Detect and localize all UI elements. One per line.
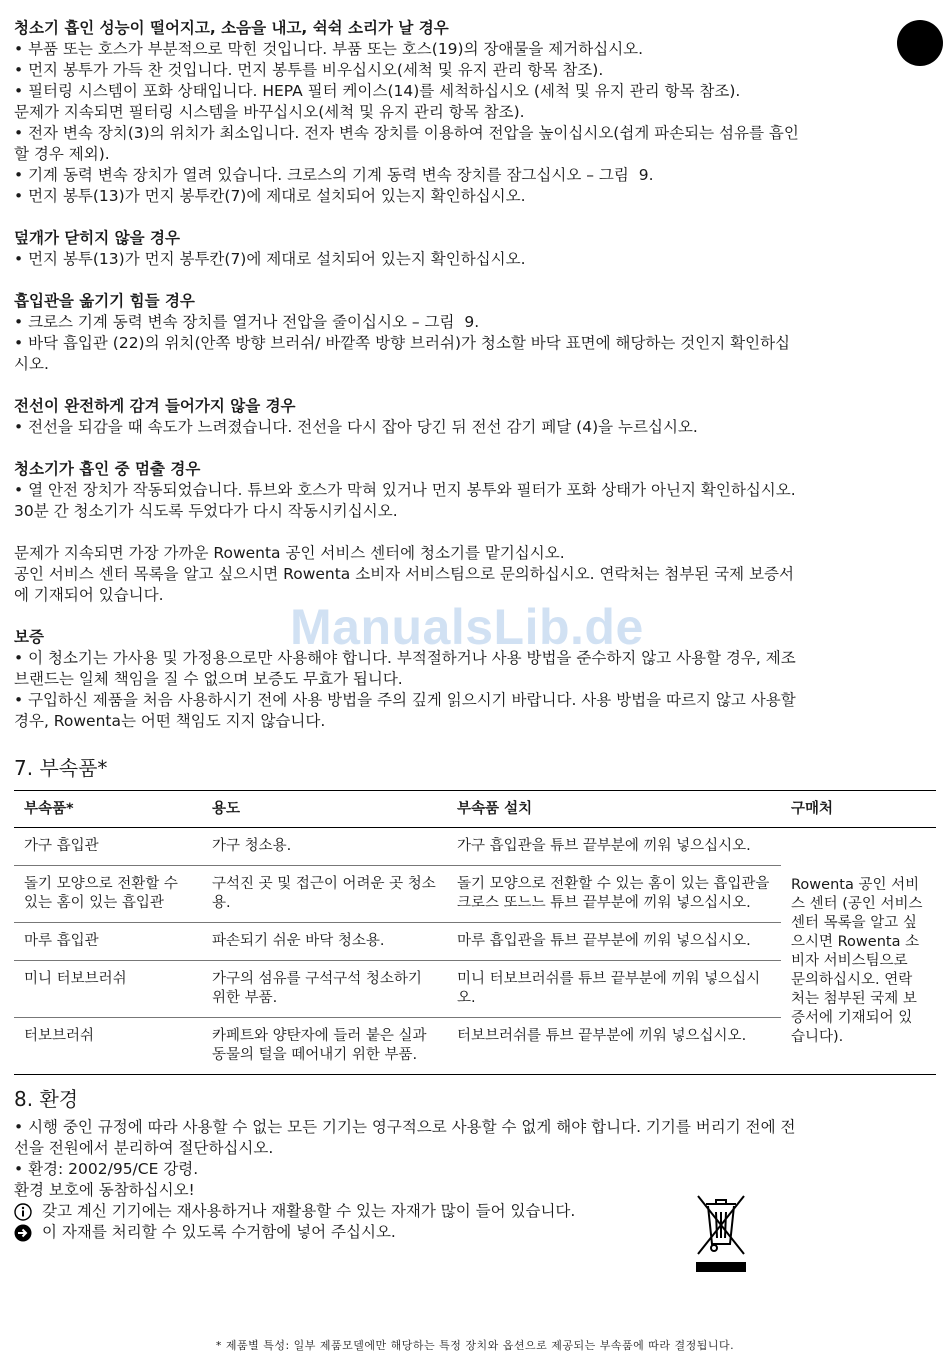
environment-section (14, 1117, 934, 1243)
section-line: 시오. (14, 355, 49, 373)
section-heading: 전선이 완전하게 감겨 들어가지 않을 경우 (14, 397, 296, 415)
service-line: 문제가 지속되면 가장 가까운 Rowenta 공인 서비스 센터에 청소기를 맡기십시오. (14, 544, 565, 562)
section-heading: 청소기가 흡인 중 멈출 경우 (14, 460, 201, 478)
accessory-install: 미니 터보브러쉬를 튜브 끝부분에 끼워 넣으십시오. (447, 961, 781, 1018)
purchase-location: Rowenta 공인 서비스 센터 (공인 서비스 센터 목록을 알고 싶으시면 Rowenta 소비자 서비스팀으로 문의하십시오. 연락처는 첨부된 국제 보증서에 기재되어 있습니다). (781, 828, 936, 1075)
col-header-use: 용도 (202, 791, 447, 828)
info-icon (14, 1203, 32, 1221)
accessory-use: 파손되기 쉬운 바닥 청소용. (202, 923, 447, 961)
accessory-install: 마루 흡입관을 튜브 끝부분에 끼워 넣으십시오. (447, 923, 781, 961)
accessories-title: 7. 부속품* (14, 756, 108, 780)
table-header-row (14, 791, 936, 828)
section-line: • 전선을 되감을 때 속도가 느려졌습니다. 전선을 다시 잡아 당긴 뒤 전선 감기 페달 (4)을 누르십시오. (14, 418, 698, 436)
service-info (14, 543, 934, 606)
crossed-bin-icon (692, 1190, 750, 1274)
service-line: 에 기재되어 있습니다. (14, 586, 164, 604)
section-line: 할 경우 제외). (14, 145, 110, 163)
accessory-install: 돌기 모양으로 전환할 수 있는 홈이 있는 흡입관을 크로스 또느느 튜브 끝부분에 끼워 넣으십시오. (447, 866, 781, 923)
section-line: • 필터링 시스템이 포화 상태입니다. HEPA 필터 케이스(14)를 세척하십시오 (세척 및 유지 관리 항목 참조). (14, 82, 741, 100)
accessory-use: 구석진 곳 및 접근이 어려운 곳 청소용. (202, 866, 447, 923)
section-line: • 먼지 봉투가 가득 찬 것입니다. 먼지 봉투를 비우십시오(세척 및 유지 관리 항목 참조). (14, 61, 604, 79)
accessories-table (14, 790, 936, 1075)
section-line: • 기계 동력 변속 장치가 열려 있습니다. 크로스의 기계 동력 변속 장치를 잠그십시오 – 그림 9. (14, 166, 654, 184)
section-heading: 청소기 흡인 성능이 떨어지고, 소음을 내고, 쉭쉭 소리가 날 경우 (14, 19, 449, 37)
environment-line: • 시행 중인 규정에 따라 사용할 수 없는 모든 기기는 영구적으로 사용할 수 없게 해야 합니다. 기기를 버리기 전에 전 (14, 1118, 796, 1136)
environment-info-line (14, 1201, 934, 1222)
accessory-name: 돌기 모양으로 전환할 수 있는 홈이 있는 흡입관 (14, 866, 202, 923)
accessory-use: 카페트와 양탄자에 들러 붙은 실과 동물의 털을 떼어내기 위한 부품. (202, 1018, 447, 1075)
warranty-line: • 이 청소기는 가사용 및 가정용으로만 사용해야 합니다. 부적절하거나 사용 방법을 준수하지 않고 사용할 경우, 제조 (14, 649, 796, 667)
col-header-purchase: 구매처 (781, 791, 936, 828)
watermark: ManualsLib.de (290, 599, 644, 655)
section-line: • 먼지 봉투(13)가 먼지 봉투칸(7)에 제대로 설치되어 있는지 확인하십시오. (14, 187, 526, 205)
section-heading: 덮개가 닫히지 않을 경우 (14, 229, 180, 247)
section-line: 30분 간 청소기가 식도록 두었다가 다시 작동시키십시오. (14, 502, 398, 520)
accessory-use: 가구 청소용. (202, 828, 447, 866)
accessory-name: 마루 흡입관 (14, 923, 202, 961)
section-line: • 크로스 기계 동력 변속 장치를 열거나 전압을 줄이십시오 – 그림 9. (14, 313, 480, 331)
section-line: • 열 안전 장치가 작동되었습니다. 튜브와 호스가 막혀 있거나 먼지 봉투와 필터가 포화 상태가 아닌지 확인하십시오. (14, 481, 796, 499)
environment-title: 8. 환경 (14, 1087, 79, 1111)
section-line: • 부품 또는 호스가 부분적으로 막힌 것입니다. 부품 또는 호스(19)의 장애물을 제거하십시오. (14, 40, 644, 58)
accessory-install: 가구 흡입관을 튜브 끝부분에 끼워 넣으십시오. (447, 828, 781, 866)
service-line: 공인 서비스 센터 목록을 알고 싶으시면 Rowenta 소비자 서비스팀으로 문의하십시오. 연락처는 첨부된 국제 보증서 (14, 565, 794, 583)
warranty-line: 브랜드는 일체 책임을 질 수 없으며 보증도 무효가 됩니다. (14, 670, 403, 688)
environment-line: 선을 전원에서 분리하여 절단하십시오. (14, 1139, 274, 1157)
arrow-right-icon (14, 1224, 32, 1242)
accessory-use: 가구의 섬유를 구석구석 청소하기 위한 부품. (202, 961, 447, 1018)
troubleshooting-section (14, 18, 934, 543)
environment-line: • 환경: 2002/95/CE 강령. (14, 1160, 199, 1178)
section-line: 문제가 지속되면 필터링 시스템을 바꾸십시오(세척 및 유지 관리 항목 참조). (14, 103, 525, 121)
warranty-heading: 보증 (14, 628, 44, 646)
warranty-line: 경우, Rowenta는 어떤 책임도 지지 않습니다. (14, 712, 326, 730)
environment-info-text: 갖고 계신 기기에는 재사용하거나 재활용할 수 있는 자재가 많이 들어 있습니다. (42, 1202, 576, 1220)
environment-arrow-line (14, 1222, 934, 1243)
table-row (14, 828, 936, 866)
accessory-name: 미니 터보브러쉬 (14, 961, 202, 1018)
accessory-name: 가구 흡입관 (14, 828, 202, 866)
section-line: • 바닥 흡입관 (22)의 위치(안쪽 방향 브러쉬/ 바깥쪽 방향 브러쉬)가 청소할 바닥 표면에 해당하는 것인지 확인하십 (14, 334, 791, 352)
warranty-line: • 구입하신 제품을 처음 사용하시기 전에 사용 방법을 주의 깊게 읽으시기 바랍니다. 사용 방법을 따르지 않고 사용할 (14, 691, 796, 709)
section-line: • 먼지 봉투(13)가 먼지 봉투칸(7)에 제대로 설치되어 있는지 확인하십시오. (14, 250, 526, 268)
accessory-install: 터보브러쉬를 튜브 끝부분에 끼워 넣으십시오. (447, 1018, 781, 1075)
environment-line: 환경 보호에 동참하십시오! (14, 1181, 195, 1199)
col-header-install: 부속품 설치 (447, 791, 781, 828)
section-heading: 흡입관을 옮기기 힘들 경우 (14, 292, 195, 310)
col-header-accessory: 부속품* (14, 791, 202, 828)
accessory-name: 터보브러쉬 (14, 1018, 202, 1075)
environment-arrow-text: 이 자재를 처리할 수 있도록 수거함에 넣어 주십시오. (42, 1223, 396, 1241)
footnote: * 제품별 특성: 일부 제품모델에만 해당하는 특정 장치와 옵션으로 제공되는 부속품에 따라 결정됩니다. (215, 1339, 735, 1352)
section-line: • 전자 변속 장치(3)의 위치가 최소입니다. 전자 변속 장치를 이용하여 전압을 높이십시오(쉽게 파손되는 섬유를 흡인 (14, 124, 799, 142)
